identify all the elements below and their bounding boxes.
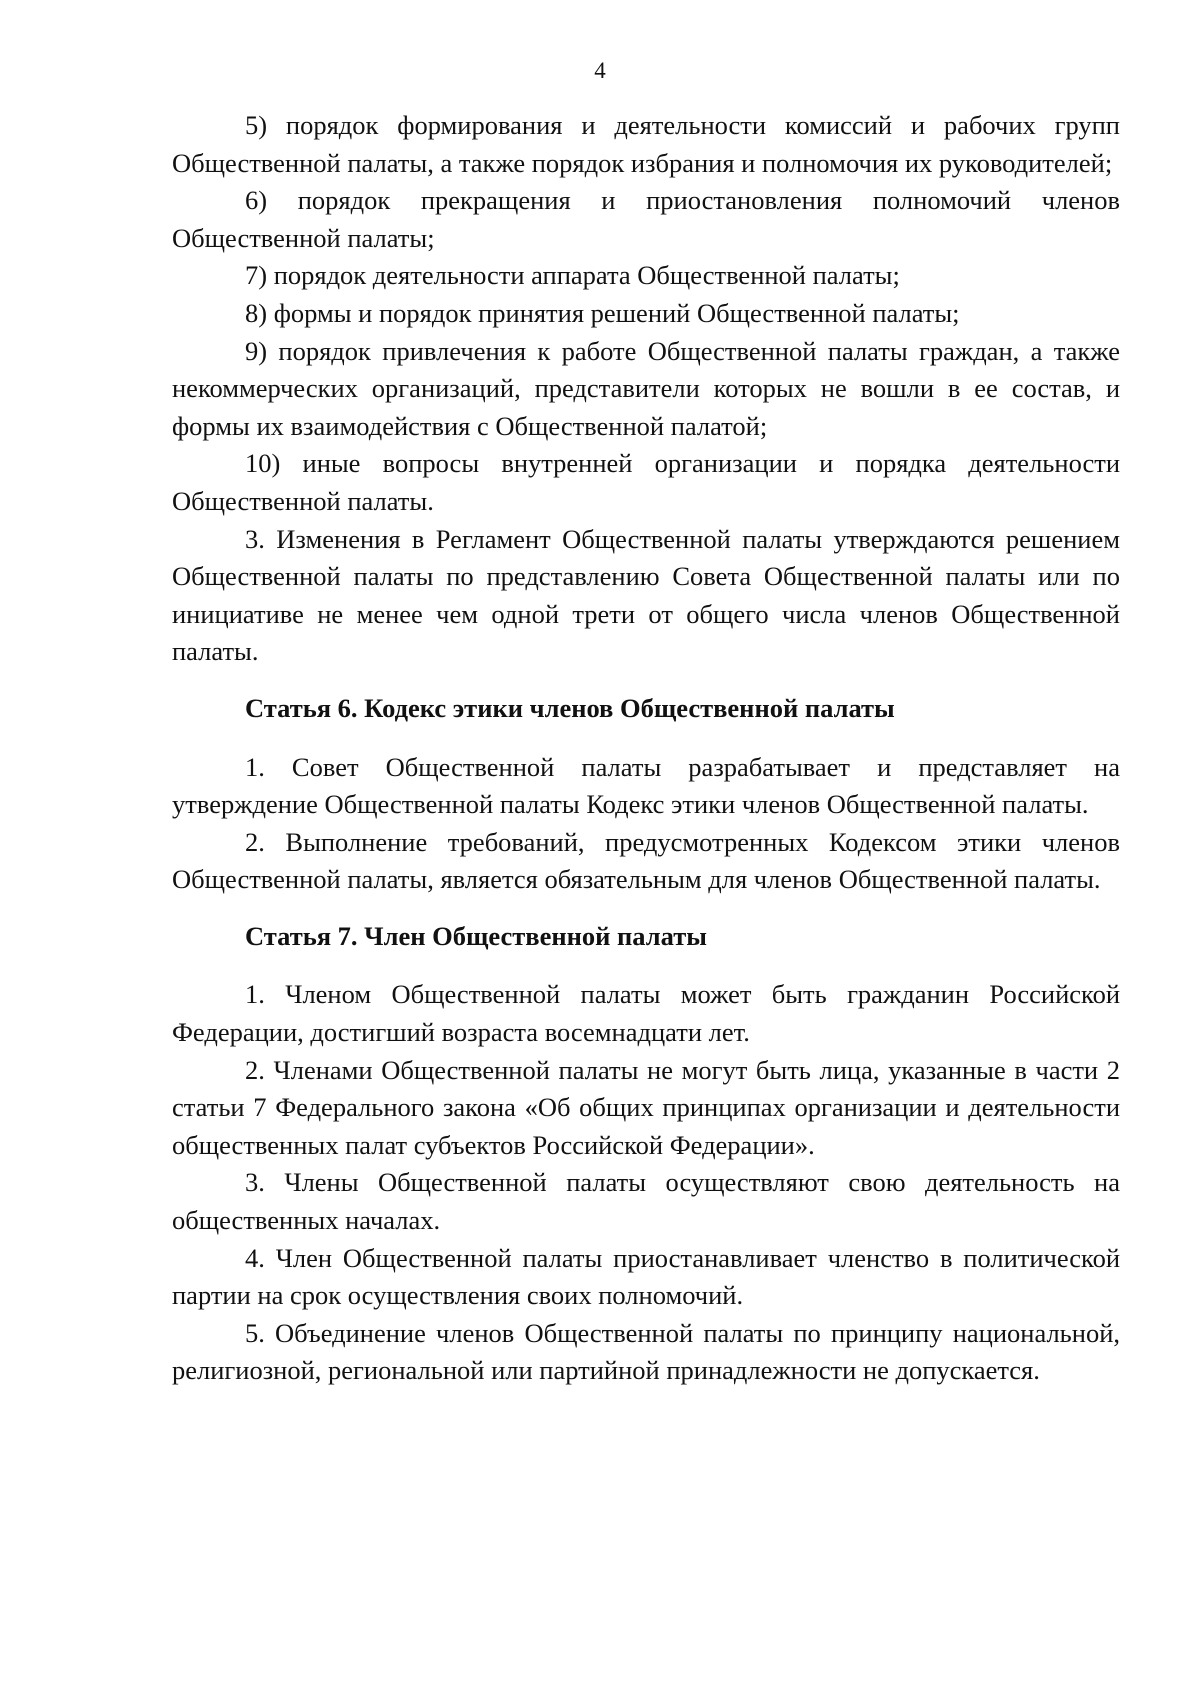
paragraph: 1. Членом Общественной палаты может быть гражданин Российской Федерации, достигший возраста восемнадцати лет.: [172, 979, 1120, 1048]
paragraph: 3. Члены Общественной палаты осуществляют свою деятельность на общественных началах.: [172, 1167, 1120, 1236]
article-6-heading: Статья 6. Кодекс этики членов Общественной палаты: [245, 692, 895, 723]
paragraph: 7) порядок деятельности аппарата Общественной палаты;: [245, 260, 900, 291]
paragraph: 6) порядок прекращения и приостановления полномочий членов Общественной палаты;: [172, 185, 1120, 253]
paragraph: 4. Член Общественной палаты приостанавливает членство в политической партии на срок осуществления своих полномочий.: [172, 1242, 1120, 1311]
paragraph: 10) иные вопросы внутренней организации и порядка деятельности Общественной палаты.: [172, 448, 1120, 516]
paragraph: 2. Выполнение требований, предусмотренных Кодексом этики членов Общественной палаты, является обязательным для членов Общественной палаты.: [172, 826, 1120, 895]
document-body: [172, 107, 1120, 1390]
paragraph: 9) порядок привлечения к работе Общественной палаты граждан, а также некоммерческих организаций, представители которых не вошли в ее состав, и формы их взаимодействия с Общественной палатой;: [172, 335, 1120, 441]
paragraph: 5) порядок формирования и деятельности комиссий и рабочих групп Общественной палаты, а также порядок избрания и полномочия их руководителей;: [172, 110, 1120, 178]
page-number: 4: [594, 58, 606, 83]
paragraph: 3. Изменения в Регламент Общественной палаты утверждаются решением Общественной палаты по представлению Совета Общественной палаты или по инициативе не менее чем одной трети от общего числа членов Общественной палаты.: [172, 523, 1120, 667]
paragraph: 2. Членами Общественной палаты не могут быть лица, указанные в части 2 статьи 7 Федерального закона «Об общих принципах организации и деятельности общественных палат субъектов Российской Федерации».: [172, 1054, 1120, 1160]
paragraph: 5. Объединение членов Общественной палаты по принципу национальной, религиозной, региональной или партийной принадлежности не допускается.: [172, 1317, 1120, 1386]
paragraph: 8) формы и порядок принятия решений Общественной палаты;: [245, 297, 960, 328]
article-7-heading: Статья 7. Член Общественной палаты: [245, 920, 707, 951]
paragraph: 1. Совет Общественной палаты разрабатывает и представляет на утверждение Общественной палаты Кодекс этики членов Общественной палаты.: [172, 751, 1120, 820]
